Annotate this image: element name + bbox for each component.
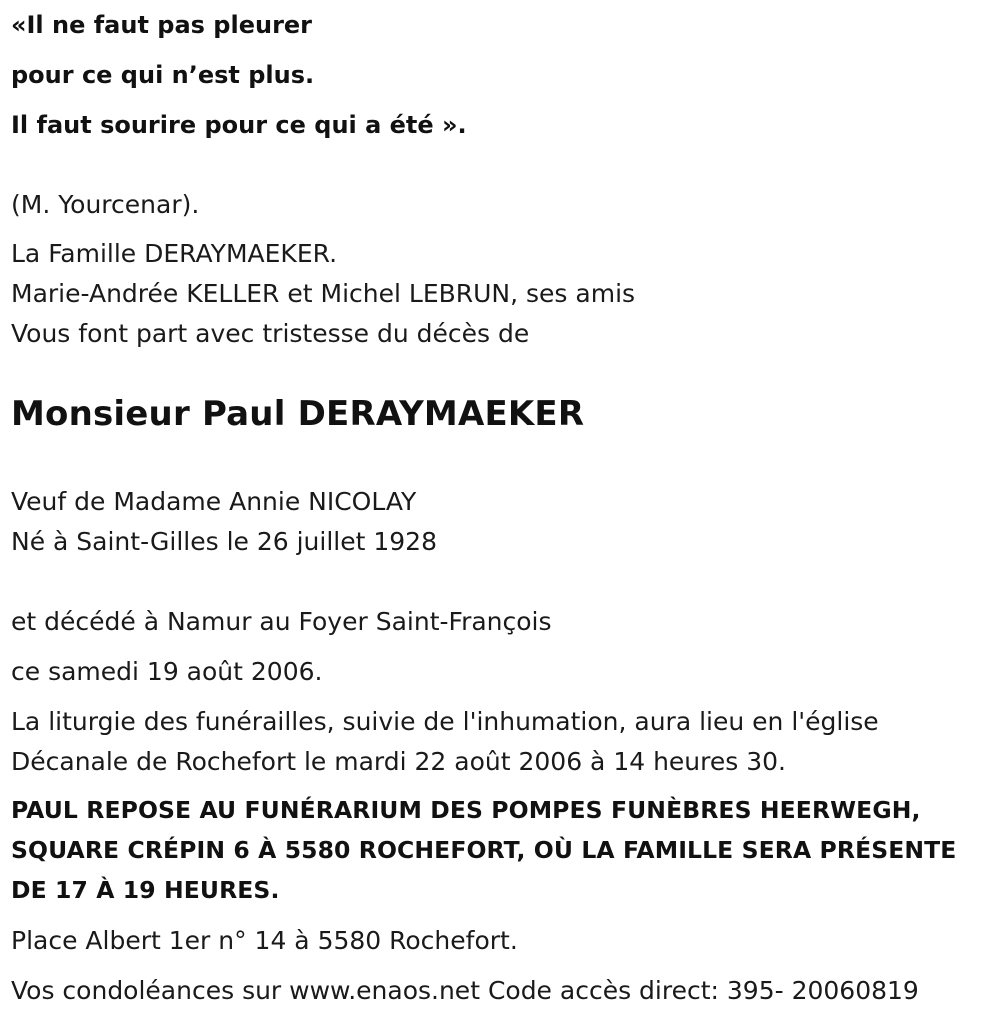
funeral-line-1: La liturgie des funérailles, suivie de l'inhumation, aura lieu en l'église — [11, 707, 879, 736]
announcement-intro: Vous font part avec tristesse du décès de — [11, 319, 530, 348]
widower-line: Veuf de Madame Annie NICOLAY — [11, 487, 417, 516]
quote-line-3: Il faut sourire pour ce qui a été ». — [11, 111, 467, 139]
announcer-friends: Marie-Andrée KELLER et Michel LEBRUN, ses amis — [11, 279, 636, 308]
condolences-line: Vos condoléances sur www.enaos.net Code accès direct: 395- 20060819 — [11, 976, 919, 1005]
quote-line-1: «Il ne faut pas pleurer — [11, 11, 313, 39]
birth-line: Né à Saint-Gilles le 26 juillet 1928 — [11, 527, 437, 556]
death-date-line: ce samedi 19 août 2006. — [11, 657, 323, 686]
home-address: Place Albert 1er n° 14 à 5580 Rochefort. — [11, 926, 518, 955]
announcer-family: La Famille DERAYMAEKER. — [11, 239, 338, 268]
funeral-line-2: Décanale de Rochefort le mardi 22 août 2006 à 14 heures 30. — [11, 747, 786, 776]
repose-line-2: SQUARE CRÉPIN 6 À 5580 ROCHEFORT, OÙ LA FAMILLE SERA PRÉSENTE — [11, 836, 957, 864]
repose-line-1: PAUL REPOSE AU FUNÉRARIUM DES POMPES FUNÈBRES HEERWEGH, — [11, 796, 921, 824]
quote-attribution: (M. Yourcenar). — [11, 190, 200, 219]
repose-line-3: DE 17 À 19 HEURES. — [11, 876, 280, 904]
deceased-name: Monsieur Paul DERAYMAEKER — [11, 394, 585, 434]
death-place-line: et décédé à Namur au Foyer Saint-François — [11, 607, 552, 636]
quote-line-2: pour ce qui n’est plus. — [11, 61, 315, 89]
